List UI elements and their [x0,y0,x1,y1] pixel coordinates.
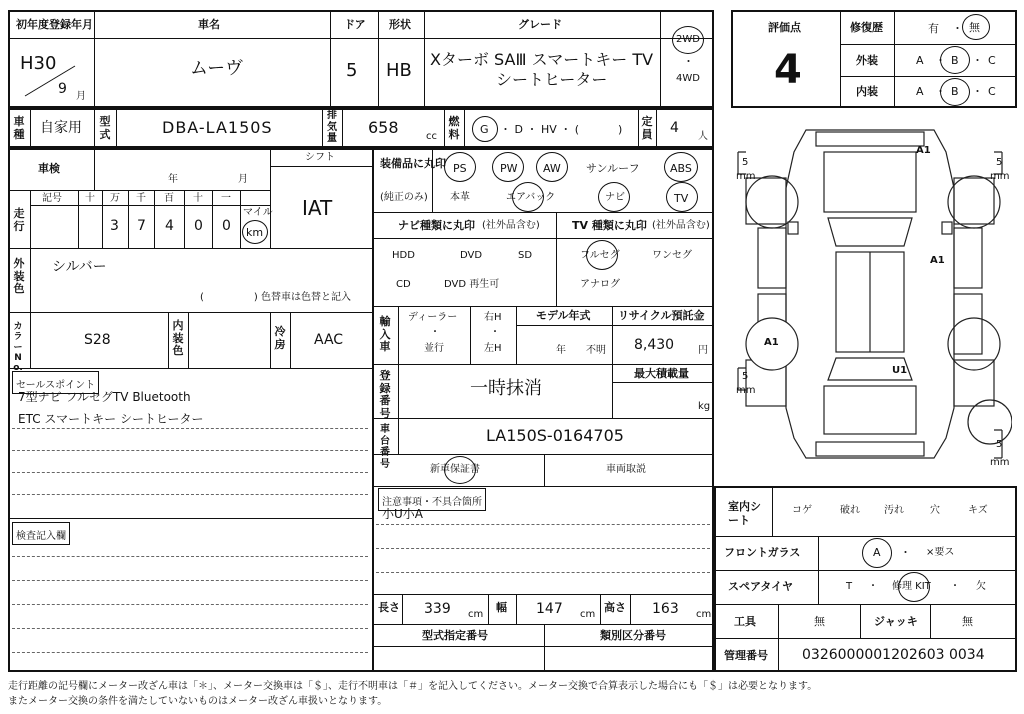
first-reg-slash [20,62,80,102]
left-mirror [788,222,798,234]
exterior-a: A [916,54,924,67]
registration-label: 登録番号 [379,369,391,420]
drive-sep: ・ [683,55,694,68]
color-no-label: カラーNo. [13,322,23,374]
repair-no: 無 [969,21,980,34]
footer-line1: 走行距離の記号欄にメーター改ざん車は「＊」、メーター交換車は「＄」、走行不明車は「＃」を記入してください。メーター交換で合算表示した場合にも「＄」は必要となります。 [8,681,818,692]
shape-label: 形状 [389,18,411,31]
tire-rr-depth: 5 [996,439,1003,450]
repair-yes: 有 [928,22,939,35]
import-dealer: ディーラー [408,312,458,323]
drive-2wd: 2WD [676,34,700,45]
digit-hdr-5: 一 [221,193,231,204]
equipment-sub: (純正のみ) [380,192,428,203]
max-load-label: 最大積載量 [634,367,689,380]
displacement-value: 658 [368,118,399,137]
door-label: ドア [344,18,366,31]
fuel-g: G [480,123,489,136]
import-label: 輸入車 [379,315,391,354]
mileage-digit-4: 0 [222,218,231,234]
model-year-unknown: 不明 [586,345,606,356]
chassis-value: LA150S-0164705 [486,426,624,445]
mileage-digit-1: 7 [137,218,146,234]
mgmt-value: 0326000001202603 0034 [802,647,985,663]
registration-value: 一時抹消 [470,378,542,399]
jack-value: 無 [962,615,973,628]
door-value: 5 [346,60,358,81]
left-front-door [758,228,786,288]
import-left: 左H [484,343,502,354]
mileage-km: km [246,226,264,239]
usage-label: 車種 [13,115,25,141]
right-rear-tire [948,318,1000,370]
interior-sep1: ・ [935,85,946,98]
navi-cd: CD [396,279,411,290]
aircon-value: AAC [314,332,344,348]
repair-label: 修復歴 [850,21,883,34]
notes-label: 注意事項・不具合箇所 [382,497,482,508]
tire-rl-depth: 5 [742,371,749,382]
exterior-c: C [988,54,996,67]
score-label: 評価点 [768,21,801,34]
navi-dvd: DVD [460,250,483,261]
recycle-value: 8,430 [634,337,675,353]
first-reg-label: 初年度登録年月 [16,18,93,31]
sales-line1: 7型ナビ フルセグTV Bluetooth [18,390,191,404]
navi-sd: SD [518,250,533,261]
interior-sep2: ・ [972,85,983,98]
shift-label: シフト [305,152,335,163]
height-unit: cm [696,609,712,620]
equip-pw: PW [500,162,518,175]
capacity-unit: 人 [698,131,708,142]
model-label: 型式 [99,115,111,141]
interior-a: A [916,85,924,98]
displacement-unit: cc [426,131,437,142]
inspection-label: 車検 [38,162,60,175]
usage-value: 自家用 [40,120,82,136]
import-right: 右H [484,312,502,323]
car-name-label: 車名 [198,18,220,31]
interior-color-label: 内装色 [172,319,184,358]
capacity-value: 4 [670,120,679,136]
width-label: 幅 [496,601,507,614]
sales-point-label: セールスポイント [16,380,96,391]
spec-row [8,108,714,148]
tools-value: 無 [814,615,825,628]
cabin-stain: 汚れ [884,505,904,516]
digit-hdr-0: 十 [85,193,95,204]
tv-analog: アナログ [580,279,620,290]
length-value: 339 [424,601,451,617]
spare-sep1: ・ [868,581,878,592]
first-reg-month: 9 [58,81,67,97]
car-damage-diagram [728,118,1012,478]
notes-value: 小U小A [382,507,423,521]
remarks-label: 検査記入欄 [16,531,66,542]
tv-oneseg: ワンセグ [652,250,692,261]
max-load-unit: kg [698,401,711,412]
spare-kit: 修理 KIT [892,581,931,592]
equipment-label: 装備品に丸印 [380,157,446,170]
first-reg-month-unit: 月 [76,91,86,102]
windshield-shape [828,218,912,246]
equip-tv: TV [674,192,689,205]
spare-tire [968,400,1012,444]
cabin-hole: 穴 [930,505,940,516]
rear-bumper [816,442,924,456]
tire-fl-unit: mm [736,171,756,182]
cabin-tear: 破れ [840,505,860,516]
right-front-door [954,228,982,288]
spare-label: スペアタイヤ [728,580,794,593]
windshield-replace: ×要ス [926,547,955,558]
height-value: 163 [652,601,679,617]
windshield-label: フロントガラス [724,546,801,559]
manual-label: 車両取説 [606,464,646,475]
digit-hdr-3: 百 [164,193,174,204]
shape-value: HB [386,60,412,81]
model-year-label: モデル年式 [536,309,591,322]
left-front-tire [746,176,798,228]
damage-front: A1 [916,145,931,156]
mileage-label: 走行 [13,207,25,233]
damage-rear: U1 [892,365,908,376]
digit-hdr-4: 十 [193,193,203,204]
tools-label: 工具 [734,615,756,628]
digit-hdr-1: 万 [110,193,120,204]
jack-label: ジャッキ [874,615,918,628]
tv-label: TV 種類に丸印 [572,219,647,232]
grade-label: グレード [518,18,562,31]
length-label: 長さ [378,601,400,614]
tire-rl-unit: mm [736,385,756,396]
exterior-sep2: ・ [972,54,983,67]
cabin-scratch: キズ [968,505,988,516]
recycle-unit: 円 [698,345,708,356]
windshield-sep: ・ [900,546,911,559]
inspection-month: 月 [238,174,248,185]
left-main [8,148,374,672]
length-unit: cm [468,609,484,620]
car-name-value: ムーヴ [190,58,244,79]
windshield-a: A [873,546,881,559]
damage-left-rear: A1 [764,337,779,348]
remarks-tag [12,522,70,545]
spare-t: T [846,581,853,592]
exterior-sep1: ・ [935,54,946,67]
cabin-burn: コゲ [792,505,812,516]
inspection-year: 年 [168,174,178,185]
import-parallel: 並行 [424,343,444,354]
equip-ps: PS [453,162,467,175]
chassis-label: 車台番号 [380,424,390,470]
score-value: 4 [774,47,802,93]
aircon-label: 冷房 [274,325,286,351]
equip-leather: 本革 [450,192,470,203]
navi-label: ナビ種類に丸印 [398,219,475,232]
color-value: シルバー [52,259,107,275]
digit-hdr-2: 千 [136,193,146,204]
mgmt-label: 管理番号 [724,649,768,662]
navi-dvd-play: DVD 再生可 [444,279,500,290]
equip-navi: ナビ [605,192,625,203]
tire-fr-unit: mm [990,171,1010,182]
width-unit: cm [580,609,596,620]
exterior-b: B [951,54,959,67]
capacity-label: 定員 [641,115,653,141]
fuel-label: 燃料 [448,115,460,141]
type-no-label: 型式指定番号 [422,629,488,642]
warranty-label: 新車保証書 [430,464,480,475]
cabin-label: 室内シート [728,500,761,528]
front-bumper [816,132,924,146]
model-value: DBA-LA150S [162,118,273,137]
equip-sunroof: サンルーフ [586,162,640,175]
shift-value: IAT [302,196,333,220]
equip-airbag: エアバック [506,192,556,203]
mileage-mile: マイル [243,207,273,218]
tv-sub: (社外品含む) [652,220,710,231]
displacement-label: 排気量 [327,110,337,144]
color-label: 外装色 [13,257,25,296]
mileage-digit-0: 3 [110,218,119,234]
interior-c: C [988,85,996,98]
tv-fullseg: フルセグ [580,250,620,261]
equip-abs: ABS [670,162,692,175]
fuel-options: ・ D ・ HV ・ ( [500,123,580,136]
navi-hdd: HDD [392,250,415,261]
import-sep2: ・ [490,327,500,338]
tire-fr-depth: 5 [996,157,1003,168]
right-rear-quarter [954,360,994,406]
hood [824,152,916,212]
grade-line2: シートヒーター [496,70,608,89]
model-year-year: 年 [556,345,566,356]
color-no-value: S28 [84,332,111,348]
height-label: 高さ [604,601,626,614]
first-reg-era: H30 [20,53,57,74]
tire-fl-depth: 5 [742,157,749,168]
category-no-label: 類別区分番号 [600,629,666,642]
sales-line2: ETC スマートキー シートヒーター [18,412,204,426]
repair-sep: ・ [952,22,963,35]
recycle-label: リサイクル預託金 [618,309,705,322]
footer-line2: またメーター交換の条件を満たしていないものはメーター改ざん車扱いとなります。 [8,696,388,707]
trunk [824,386,916,434]
right-front-fender [954,178,994,224]
exterior-label: 外装 [856,54,878,67]
damage-right-side: A1 [930,255,945,266]
navi-sub: (社外品含む) [482,220,540,231]
grade-line1: Xターボ SAⅢ スマートキー TV [430,50,654,69]
width-value: 147 [536,601,563,617]
spare-none: 欠 [976,581,986,592]
import-sep1: ・ [430,327,440,338]
drive-4wd: 4WD [676,73,700,84]
interior-b: B [951,85,959,98]
color-note: ( ) 色替車は色替と記入 [200,292,351,303]
interior-label: 内装 [856,85,878,98]
mileage-digit-2: 4 [165,218,174,234]
right-mirror [942,222,952,234]
tire-rr-unit: mm [990,457,1010,468]
mileage-digit-3: 0 [194,218,203,234]
right-front-tire [948,176,1000,228]
mileage-symbol-label: 記号 [42,193,62,204]
fuel-close: ) [618,123,623,136]
spare-sep2: ・ [950,581,960,592]
equip-aw: AW [543,162,561,175]
